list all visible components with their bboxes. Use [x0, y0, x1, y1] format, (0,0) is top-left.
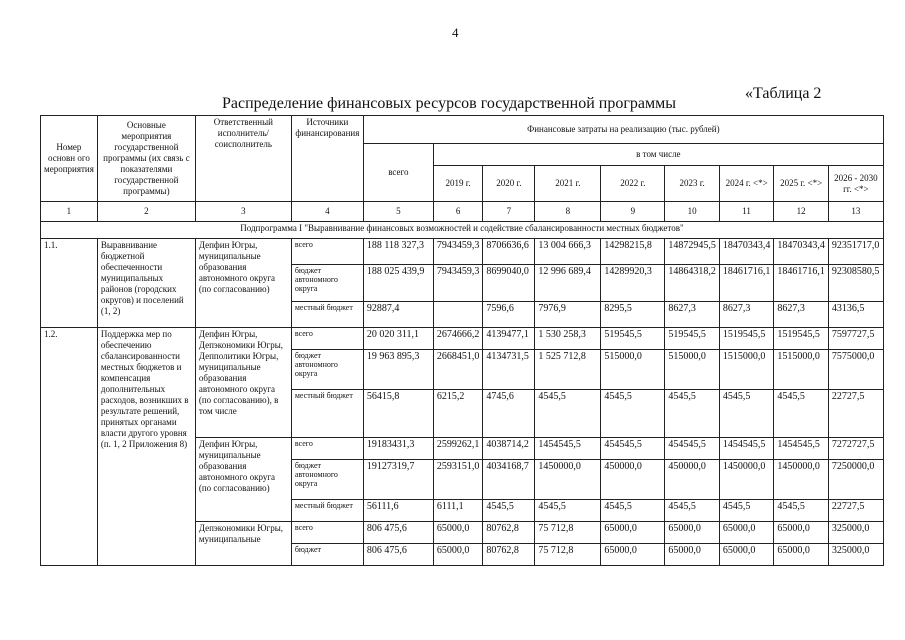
source-label: бюджет автономного округа — [291, 265, 363, 302]
value-cell: 75 712,8 — [535, 522, 601, 544]
header-executor: Ответственный исполнитель/соисполнитель — [195, 116, 291, 202]
value-cell: 65000,0 — [774, 522, 829, 544]
value-cell: 4134731,5 — [483, 350, 535, 390]
value-cell: 4545,5 — [665, 500, 720, 522]
item-executor: Депфин Югры, муниципальные образования автономного округа (по согласованию) — [195, 438, 291, 522]
column-index: 10 — [665, 202, 720, 222]
value-cell: 8706636,6 — [483, 239, 535, 265]
value-cell: 43136,5 — [828, 302, 883, 328]
value-cell: 14872945,5 — [665, 239, 720, 265]
source-label: всего — [291, 328, 363, 350]
value-cell: 4545,5 — [601, 390, 665, 438]
column-index: 7 — [483, 202, 535, 222]
header-year: 2025 г. <*> — [774, 166, 829, 202]
value-cell: 1454545,5 — [719, 438, 774, 460]
source-label: всего — [291, 438, 363, 460]
value-cell: 325000,0 — [828, 544, 883, 566]
value-cell: 4139477,1 — [483, 328, 535, 350]
value-cell: 65000,0 — [433, 544, 483, 566]
value-cell: 75 712,8 — [535, 544, 601, 566]
column-index: 2 — [97, 202, 195, 222]
value-cell: 6215,2 — [433, 390, 483, 438]
header-year: 2019 г. — [433, 166, 483, 202]
value-cell: 806 475,6 — [363, 522, 433, 544]
item-number: 1.2. — [41, 328, 98, 566]
value-cell: 515000,0 — [601, 350, 665, 390]
value-cell: 1450000,0 — [774, 460, 829, 500]
value-cell: 4545,5 — [665, 390, 720, 438]
column-index: 3 — [195, 202, 291, 222]
value-cell: 1515000,0 — [719, 350, 774, 390]
header-including: в том числе — [433, 144, 883, 166]
value-cell: 7596,6 — [483, 302, 535, 328]
value-cell: 56415,8 — [363, 390, 433, 438]
value-cell: 19183431,3 — [363, 438, 433, 460]
table-label: «Таблица 2 — [745, 85, 822, 102]
value-cell: 65000,0 — [665, 544, 720, 566]
value-cell: 515000,0 — [665, 350, 720, 390]
column-index: 13 — [828, 202, 883, 222]
value-cell: 188 118 327,3 — [363, 239, 433, 265]
column-index: 5 — [363, 202, 433, 222]
document-title: Распределение финансовых ресурсов государственной программы — [222, 95, 676, 112]
value-cell: 14864318,2 — [665, 265, 720, 302]
page-number: 4 — [452, 25, 459, 40]
item-measure: Выравнивание бюджетной обеспеченности муниципальных районов (городских округов) и поселений (1, 2) — [97, 239, 195, 328]
column-index: 12 — [774, 202, 829, 222]
value-cell: 2668451,0 — [433, 350, 483, 390]
value-cell: 8627,3 — [719, 302, 774, 328]
header-year: 2021 г. — [535, 166, 601, 202]
source-label: всего — [291, 239, 363, 265]
value-cell: 7976,9 — [535, 302, 601, 328]
column-index: 9 — [601, 202, 665, 222]
value-cell: 65000,0 — [433, 522, 483, 544]
value-cell: 7575000,0 — [828, 350, 883, 390]
header-finance: Финансовые затраты на реализацию (тыс. рублей) — [363, 116, 883, 144]
column-index: 8 — [535, 202, 601, 222]
value-cell: 1 530 258,3 — [535, 328, 601, 350]
value-cell: 22727,5 — [828, 500, 883, 522]
value-cell: 4034168,7 — [483, 460, 535, 500]
value-cell: 454545,5 — [601, 438, 665, 460]
value-cell: 20 020 311,1 — [363, 328, 433, 350]
value-cell: 1454545,5 — [774, 438, 829, 460]
value-cell: 65000,0 — [719, 544, 774, 566]
value-cell: 806 475,6 — [363, 544, 433, 566]
value-cell: 1 525 712,8 — [535, 350, 601, 390]
header-total: всего — [363, 144, 433, 202]
value-cell: 92308580,5 — [828, 265, 883, 302]
value-cell: 4545,5 — [601, 500, 665, 522]
value-cell: 1450000,0 — [535, 460, 601, 500]
value-cell: 2599262,1 — [433, 438, 483, 460]
value-cell: 14289920,3 — [601, 265, 665, 302]
value-cell: 519545,5 — [665, 328, 720, 350]
value-cell: 4745,6 — [483, 390, 535, 438]
value-cell: 4545,5 — [719, 390, 774, 438]
item-executor: Депфин Югры, муниципальные образования автономного округа (по согласованию) — [195, 239, 291, 328]
value-cell: 325000,0 — [828, 522, 883, 544]
value-cell: 1454545,5 — [535, 438, 601, 460]
column-index: 1 — [41, 202, 98, 222]
value-cell: 14298215,8 — [601, 239, 665, 265]
value-cell: 1515000,0 — [774, 350, 829, 390]
value-cell: 450000,0 — [601, 460, 665, 500]
value-cell: 1519545,5 — [719, 328, 774, 350]
item-executor: Депэкономики Югры, муниципальные — [195, 522, 291, 566]
value-cell: 18470343,4 — [719, 239, 774, 265]
source-label: местный бюджет — [291, 302, 363, 328]
value-cell: 18461716,1 — [719, 265, 774, 302]
finance-table — [40, 115, 884, 566]
value-cell: 19127319,7 — [363, 460, 433, 500]
value-cell: 12 996 689,4 — [535, 265, 601, 302]
value-cell: 8295,5 — [601, 302, 665, 328]
source-label: местный бюджет — [291, 500, 363, 522]
value-cell: 4545,5 — [774, 390, 829, 438]
column-index: 4 — [291, 202, 363, 222]
value-cell — [433, 302, 483, 328]
column-index: 6 — [433, 202, 483, 222]
value-cell: 65000,0 — [719, 522, 774, 544]
value-cell: 7272727,5 — [828, 438, 883, 460]
value-cell: 7250000,0 — [828, 460, 883, 500]
value-cell: 80762,8 — [483, 544, 535, 566]
value-cell: 4545,5 — [719, 500, 774, 522]
header-sources: Источники финансирования — [291, 116, 363, 202]
value-cell: 4545,5 — [483, 500, 535, 522]
source-label: бюджет автономного округа — [291, 460, 363, 500]
value-cell: 7943459,3 — [433, 239, 483, 265]
value-cell: 4038714,2 — [483, 438, 535, 460]
value-cell: 7597727,5 — [828, 328, 883, 350]
header-number: Номер основн ого мероприятия — [41, 116, 98, 202]
header-year: 2022 г. — [601, 166, 665, 202]
header-year: 2026 - 2030 гг. <*> — [828, 166, 883, 202]
value-cell: 19 963 895,3 — [363, 350, 433, 390]
value-cell: 450000,0 — [665, 460, 720, 500]
value-cell: 80762,8 — [483, 522, 535, 544]
value-cell: 92887,4 — [363, 302, 433, 328]
value-cell: 92351717,0 — [828, 239, 883, 265]
header-year: 2023 г. — [665, 166, 720, 202]
value-cell: 65000,0 — [601, 522, 665, 544]
item-number: 1.1. — [41, 239, 98, 328]
value-cell: 519545,5 — [601, 328, 665, 350]
value-cell: 454545,5 — [665, 438, 720, 460]
value-cell: 188 025 439,9 — [363, 265, 433, 302]
source-label: местный бюджет — [291, 390, 363, 438]
source-label: всего — [291, 522, 363, 544]
source-label: бюджет автономного округа — [291, 350, 363, 390]
value-cell: 6111,1 — [433, 500, 483, 522]
value-cell: 7943459,3 — [433, 265, 483, 302]
value-cell: 4545,5 — [535, 500, 601, 522]
value-cell: 18461716,1 — [774, 265, 829, 302]
value-cell: 65000,0 — [665, 522, 720, 544]
value-cell: 8699040,0 — [483, 265, 535, 302]
header-year: 2024 г. <*> — [719, 166, 774, 202]
value-cell: 4545,5 — [535, 390, 601, 438]
value-cell: 18470343,4 — [774, 239, 829, 265]
column-index: 11 — [719, 202, 774, 222]
value-cell: 1519545,5 — [774, 328, 829, 350]
value-cell: 13 004 666,3 — [535, 239, 601, 265]
value-cell: 2593151,0 — [433, 460, 483, 500]
value-cell: 22727,5 — [828, 390, 883, 438]
value-cell: 4545,5 — [774, 500, 829, 522]
value-cell: 1450000,0 — [719, 460, 774, 500]
value-cell: 8627,3 — [774, 302, 829, 328]
item-measure: Поддержка мер по обеспечению сбалансированности местных бюджетов и компенсация дополнительных расходов, возникших в результате решений, принятых органами власти другого уровня (п. 1, 2 Приложения 8) — [97, 328, 195, 566]
value-cell: 56111,6 — [363, 500, 433, 522]
header-measures: Основные мероприятия государственной программы (их связь с показателями государственной программы) — [97, 116, 195, 202]
value-cell: 2674666,2 — [433, 328, 483, 350]
value-cell: 65000,0 — [601, 544, 665, 566]
item-executor: Депфин Югры, Депэкономики Югры, Депполитики Югры, муниципальные образования автономного округа (по согласованию), в том числе — [195, 328, 291, 438]
value-cell: 8627,3 — [665, 302, 720, 328]
value-cell: 65000,0 — [774, 544, 829, 566]
header-year: 2020 г. — [483, 166, 535, 202]
source-label: бюджет — [291, 544, 363, 566]
subprogram-heading: Подпрограмма I "Выравнивание финансовых возможностей и содействие сбалансированности местных бюджетов" — [41, 222, 884, 239]
